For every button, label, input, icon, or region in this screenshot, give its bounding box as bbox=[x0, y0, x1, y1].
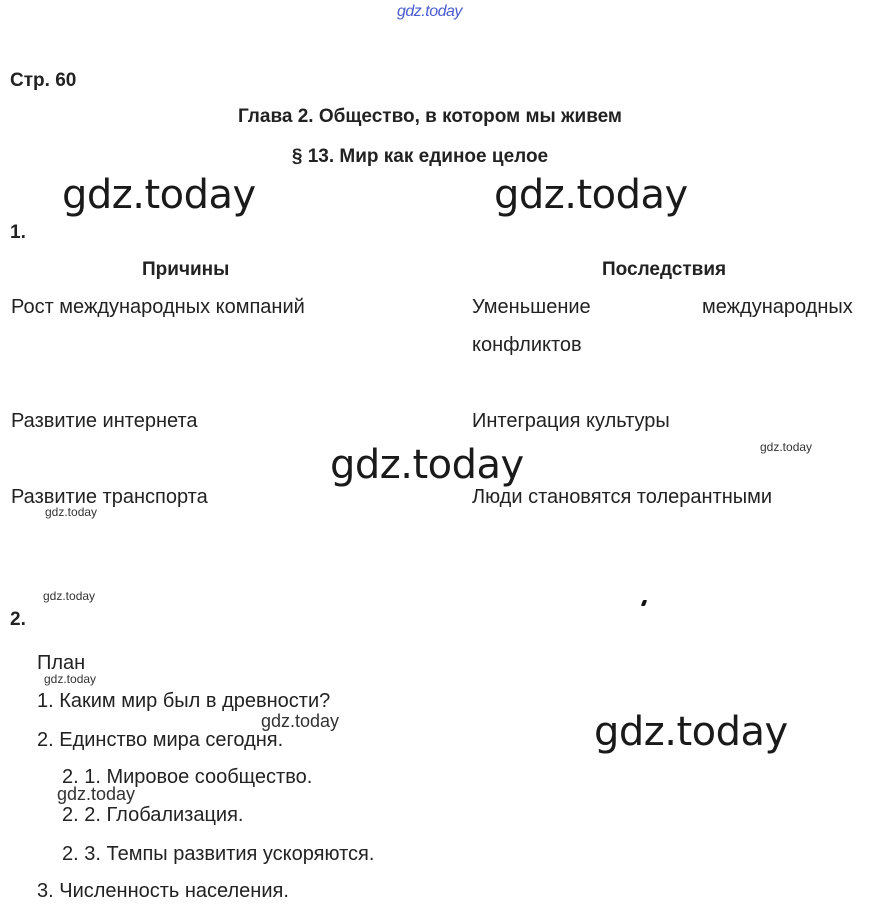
watermark-large: gdz.today bbox=[594, 709, 788, 755]
watermark-medium: gdz.today bbox=[261, 711, 340, 731]
plan-title: План bbox=[37, 652, 86, 674]
plan-item: 2. Единство мира сегодня. bbox=[37, 729, 284, 751]
cause-cell: Развитие транспорта bbox=[11, 486, 208, 508]
watermark-top: gdz.today bbox=[397, 3, 462, 20]
watermark-medium: gdz.today bbox=[57, 784, 136, 804]
stray-mark bbox=[641, 600, 647, 606]
effect-cell: Люди становятся толерантными bbox=[472, 486, 773, 508]
plan-subitem: 2. 2. Глобализация. bbox=[62, 804, 244, 826]
watermark-small: gdz.today bbox=[760, 440, 813, 454]
watermark-small: gdz.today bbox=[44, 672, 97, 686]
watermark-large: gdz.today bbox=[494, 172, 688, 218]
watermark-large: gdz.today bbox=[330, 442, 524, 488]
task-2-number: 2. bbox=[10, 609, 26, 630]
task-1-number: 1. bbox=[10, 222, 26, 243]
effects-header: Последствия bbox=[602, 259, 727, 280]
effect-cell: Интеграция культуры bbox=[472, 410, 670, 432]
effect-cell: конфликтов bbox=[472, 334, 582, 356]
effect-cell: Уменьшение bbox=[472, 296, 591, 318]
plan-subitem: 2. 3. Темпы развития ускоряются. bbox=[62, 843, 375, 865]
cause-cell: Рост международных компаний bbox=[11, 296, 305, 318]
plan-item: 1. Каким мир был в древности? bbox=[37, 690, 331, 712]
section-title: § 13. Мир как единое целое bbox=[291, 146, 549, 167]
causes-header: Причины bbox=[142, 259, 230, 280]
watermark-small: gdz.today bbox=[43, 589, 96, 603]
cause-cell: Развитие интернета bbox=[11, 410, 198, 432]
watermark-small: gdz.today bbox=[45, 505, 98, 519]
watermark-large: gdz.today bbox=[62, 172, 256, 218]
page-label: Стр. 60 bbox=[10, 70, 77, 91]
effect-cell: международных bbox=[702, 296, 853, 318]
chapter-title: Глава 2. Общество, в котором мы живем bbox=[237, 106, 622, 127]
plan-item: 3. Численность населения. bbox=[37, 880, 289, 902]
plan-subitem: 2. 1. Мировое сообщество. bbox=[62, 766, 313, 788]
